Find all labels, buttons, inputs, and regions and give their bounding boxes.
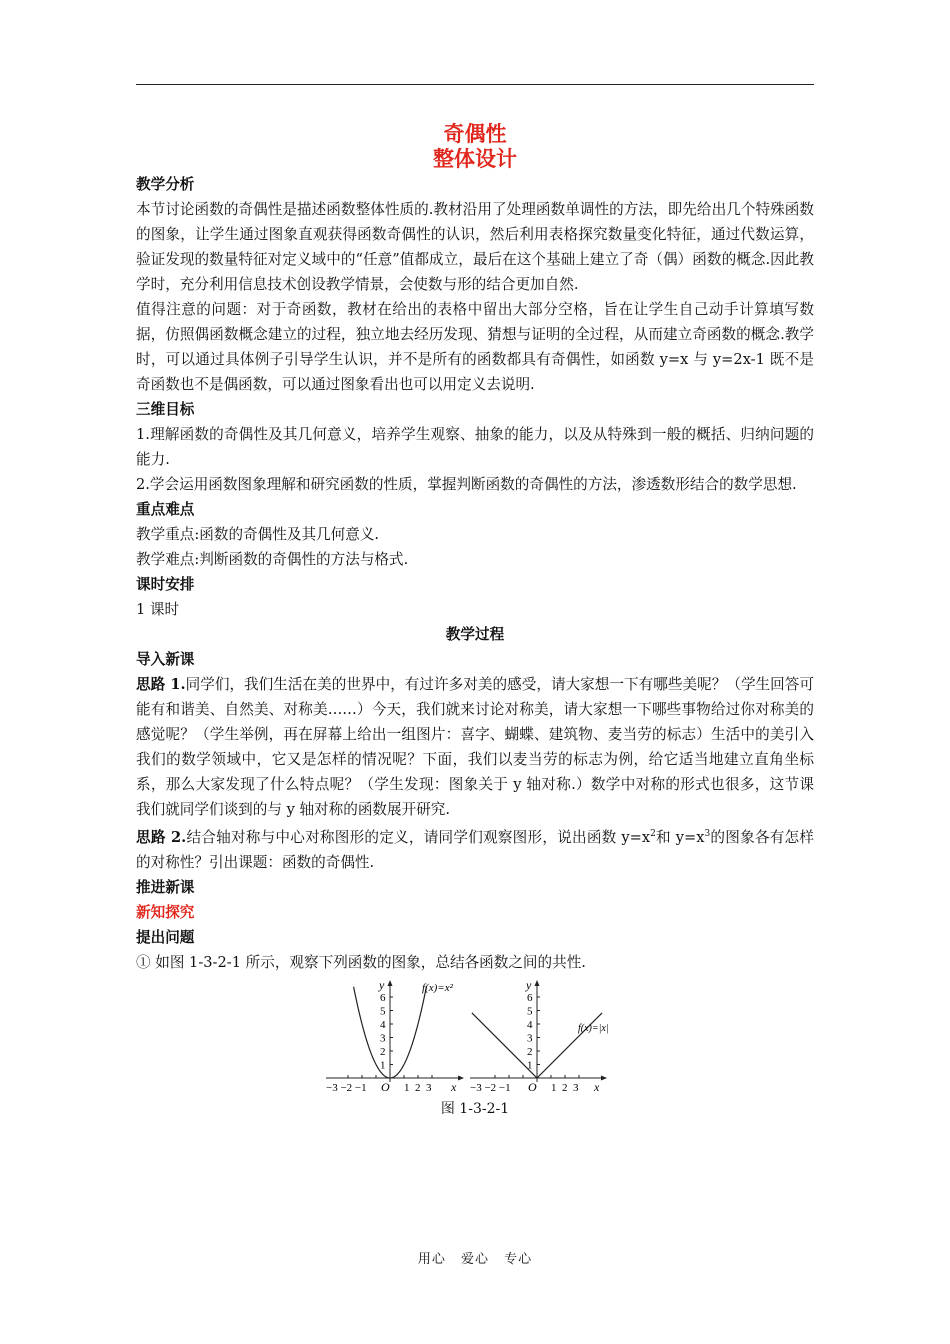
heading-process: 教学过程: [445, 626, 505, 643]
left-y-tick-label: 5: [380, 1005, 386, 1018]
figure-caption: 图 1-3-2-1: [440, 1100, 510, 1117]
right-y-label: y: [526, 978, 532, 992]
goals-paragraph-1: 1.理解函数的奇偶性及其几何意义，培养学生观察、抽象的能力，以及从特殊到一般的概括、归纳问题的能力.: [136, 426, 814, 468]
right-x-ticks-positive: 1 2 3: [551, 1081, 579, 1094]
idea-2-mid: 和 y=x: [655, 828, 705, 846]
left-y-arrow-icon: [388, 980, 393, 986]
left-y-tick-label: 6: [380, 991, 386, 1004]
left-y-label: y: [379, 978, 385, 992]
difficult-point: 教学难点:判断函数的奇偶性的方法与格式.: [136, 551, 409, 568]
schedule-text: 1 课时: [136, 601, 180, 618]
right-y-tick-label: 6: [527, 991, 533, 1004]
left-y-tick-label: 4: [380, 1018, 386, 1031]
document-title: 奇偶性: [443, 122, 507, 146]
footer-word-1: 用心: [417, 1252, 446, 1267]
right-y-tick-label: 4: [527, 1018, 533, 1031]
goals-paragraph-2: 2.学会运用函数图象理解和研究函数的性质，掌握判断函数的奇偶性的方法，渗透数形结合的数学思想.: [136, 476, 797, 493]
footer-word-3: 专心: [504, 1252, 533, 1267]
heading-question: 提出问题: [136, 928, 195, 946]
heading-schedule: 课时安排: [136, 576, 195, 593]
heading-explore: 新知探究: [136, 903, 195, 921]
header-rule: [136, 84, 814, 85]
right-x-ticks-negative: −3 −2 −1: [470, 1081, 511, 1094]
right-x-label: x: [594, 1079, 600, 1094]
right-y-tick-label: 3: [527, 1032, 533, 1045]
page-footer: [0, 1248, 950, 1267]
analysis-paragraph-1: 本节讨论函数的奇偶性是描述函数整体性质的.教材沿用了处理函数单调性的方法，即先给出几个特殊函数的图象，让学生通过图象直观获得函数奇偶性的认识，然后利用表格探究数量变化特征，通过代数运算，验证发现的数量特征对定义域中的“任意”值都成立，最后在这个基础上建立了奇（偶）函数的概念.因此教学时，充分利用信息技术创设教学情景，会使数与形的结合更加自然.: [136, 201, 814, 293]
heading-analysis: 教学分析: [136, 176, 195, 193]
idea-2-post: 的图象各有怎样的对称性？引出课题：函数的奇偶性.: [136, 828, 814, 871]
idea-2-label: 思路 2.: [136, 828, 187, 846]
heading-intro: 导入新课: [136, 651, 195, 668]
heading-goals: 三维目标: [136, 401, 195, 418]
left-x-ticks-negative: −3 −2 −1: [326, 1081, 367, 1094]
idea-2-pre: 结合轴对称与中心对称图形的定义，请同学们观察图形，说出函数 y=x: [186, 828, 651, 846]
heading-advance: 推进新课: [136, 878, 195, 896]
left-x-label: x: [451, 1079, 457, 1094]
right-y-tick-label: 2: [527, 1045, 533, 1058]
left-x-ticks-positive: 1 2 3: [404, 1081, 432, 1094]
superscript-2: 2: [650, 829, 656, 839]
heading-key-points: 重点难点: [136, 501, 195, 518]
key-point: 教学重点:函数的奇偶性及其几何意义.: [136, 526, 380, 543]
idea-1-paragraph: [136, 672, 814, 822]
document-body: [136, 122, 814, 1119]
idea-2-paragraph: [136, 822, 814, 875]
analysis-paragraph-2: 值得注意的问题：对于奇函数，教材在给出的表格中留出大部分空格，旨在让学生自己动手计算填写数据，仿照偶函数概念建立的过程，独立地去经历发现、猜想与证明的全过程，从而建立奇函数的概念.教学时，可以通过具体例子引导学生认识，并不是所有的函数都具有奇偶性，如函数 y=x 与 y=2x-1 既不是奇函数也不是偶函数，可以通过图象看出也可以用定义去说明.: [136, 301, 814, 393]
right-function-label: f(x)=|x|: [578, 1022, 609, 1034]
right-x-arrow-icon: [601, 1075, 607, 1080]
idea-1-label: 思路 1.: [136, 676, 186, 693]
right-y-arrow-icon: [535, 980, 540, 986]
right-y-tick-label: 1: [527, 1059, 533, 1072]
footer-word-2: 爱心: [460, 1252, 489, 1267]
left-y-tick-label: 2: [380, 1045, 386, 1058]
question-1: ① 如图 1-3-2-1 所示，观察下列函数的图象，总结各函数之间的共性.: [136, 953, 586, 971]
left-y-tick-label: 3: [380, 1032, 386, 1045]
document-subtitle: 整体设计: [433, 147, 517, 171]
right-origin-label: O: [528, 1079, 537, 1094]
left-function-label: f(x)=x²: [422, 981, 453, 994]
figure-1-3-2-1: [136, 979, 814, 1119]
left-y-tick-label: 1: [380, 1059, 386, 1072]
idea-1-text: 同学们，我们生活在美的世界中，有过许多对美的感受，请大家想一下有哪些美呢？（学生回答可能有和谐美、自然美、对称美……）今天，我们就来讨论对称美，请大家想一下哪些事物给过你对称美的感觉呢？（学生举例，再在屏幕上给出一组图片：喜字、蝴蝶、建筑物、麦当劳的标志）生活中的美引入我们的数学领域中，它又是怎样的情况呢？下面，我们以麦当劳的标志为例，给它适当地建立直角坐标系，那么大家发现了什么特点呢？（学生发现：图象关于 y 轴对称.）数学中对称的形式也很多，这节课我们就同学们谈到的与 y 轴对称的函数展开研究.: [136, 676, 814, 818]
right-y-tick-label: 5: [527, 1005, 533, 1018]
superscript-3: 3: [704, 829, 711, 839]
left-origin-label: O: [381, 1079, 390, 1094]
function-graphs: [324, 979, 624, 1097]
left-x-arrow-icon: [458, 1075, 464, 1080]
